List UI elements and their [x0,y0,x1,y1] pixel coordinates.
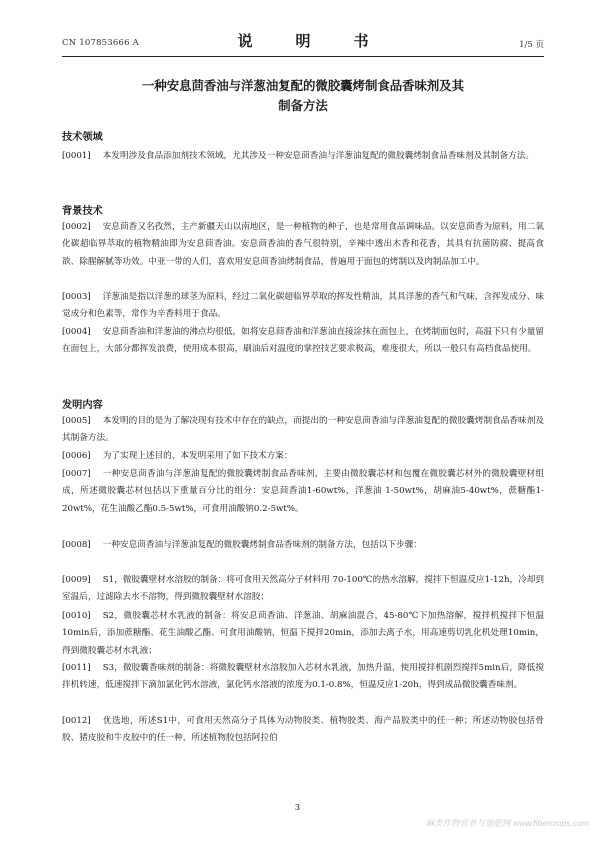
paragraph-text: 一种安息茴香油与洋葱油复配的微胶囊烤制食品香味剂的制备方法，包括以下步骤： [102,540,422,550]
paragraph-number: [0011] [62,663,91,673]
paragraph-number: [0012] [62,716,91,726]
invention-title-line-1: 一种安息茴香油与洋葱油复配的微胶囊烤制食品香味剂及其 [141,78,465,93]
page-number: 3 [294,803,301,813]
paragraph-0002 [62,219,544,271]
paragraph-0004 [62,324,544,359]
paragraph-0009 [62,572,544,607]
paragraph-number: [0005] [62,416,91,426]
invention-title-line-2: 制备方法 [278,98,328,113]
paragraph-0001 [62,148,544,165]
paragraph-text: 优选地，所述S1中，可食用天然高分子具体为动物胶类、植物胶类、海产品胶类中的任一种；所述动物胶包括骨胶、猪皮胶和牛皮胶中的任一种，所述植物胶包括阿拉伯 [62,716,544,744]
section-heading-background: 背景技术 [62,205,103,217]
paragraph-text: 洋葱油是指以洋葱的球茎为原料，经过二氧化碳超临界萃取的挥发性精油，其具洋葱的香气和气味，含挥发成分、味觉成分和色素等，常作为辛香料用于食品。 [62,292,544,320]
document-type-title: 说 明 书 [237,32,383,50]
paragraph-0005 [62,413,544,448]
paragraph-0011 [62,660,544,695]
invention-title [62,76,544,116]
paragraph-text: 安息茴香又名孜然，主产新疆天山以南地区，是一种植物的种子，也是常用食品调味品。以安息茴香为原料，用二氧化碳超临界萃取的植物精油即为安息茴香油。安息茴香油的香气很特别，辛辣中透出木香和花香，其具有抗菌防腐、提高食欲、除腥解腻等功效。中亚一带的人们，喜欢用安息茴香油烤制食品，普遍用于面包的烤制以及肉制品加工中。 [62,222,544,267]
paragraph-number: [0009] [62,575,91,585]
paragraph-0008 [62,537,544,554]
paragraph-number: [0002] [62,222,91,232]
watermark: 麻类作物营养与施肥网 www.fibercrops.com [425,818,589,828]
paragraph-0010 [62,608,544,660]
paragraph-text: 一种安息茴香油与洋葱油复配的微胶囊烤制食品香味剂，主要由微胶囊芯材和包覆在微胶囊芯材外的微胶囊壁材组成，所述微胶囊芯材包括以下重量百分比的组分：安息茴香油1-60wt%，洋葱油 1-50wt%，胡麻油5-40wt%，蔗糖酯1-20wt%，花生油酸乙酯0.5-5wt%，可食用油酸钠0.2-5wt%。 [62,469,544,514]
publication-number: CN 107853666 A [62,38,139,48]
paragraph-number: [0010] [62,611,91,621]
paragraph-text: 为了实现上述目的，本发明采用了如下技术方案： [102,451,293,461]
paragraph-text: S2，微胶囊芯材水乳液的制备：将安息茴香油、洋葱油、胡麻油混合，45-80℃下加热溶解，搅拌机搅拌下恒温10min后，添加蔗糖酯、花生油酸乙酯、可食用油酸钠，恒温下搅拌20min，添加去离子水，用高速剪切乳化机处理10min，得到微胶囊芯材水乳液； [62,611,544,656]
paragraph-text: 安息茴香油和洋葱油的沸点均很低，如将安息茴香油和洋葱油直接涂抹在面包上，在烤制面包时，高温下只有少量留在面包上，大部分都挥发浪费，使用成本很高，刷油后对温度的掌控技艺要求极高，难度很大，所以一般只有高档食品使用。 [62,327,544,355]
paragraph-0003 [62,289,544,324]
paragraph-0006 [62,448,544,465]
paragraph-0012 [62,713,544,748]
paragraph-number: [0006] [62,451,91,461]
paragraph-number: [0007] [62,469,91,479]
paragraph-number: [0004] [62,327,91,337]
page-header [62,28,544,54]
paragraph-text: 本发明的目的是为了解决现有技术中存在的缺点，而提出的一种安息茴香油与洋葱油复配的微胶囊烤制食品香味剂及其制备方法。 [62,416,544,444]
paragraph-text: S1，微胶囊壁材水溶胶的制备：将可食用天然高分子材料用 70-100℃的热水溶解，搅拌下恒温反应1-12h，冷却到室温后，过滤除去水不溶物，得到微胶囊壁材水溶胶； [62,575,545,603]
paragraph-text: 本发明涉及食品添加剂技术领域，尤其涉及一种安息茴香油与洋葱油复配的微胶囊烤制食品香味剂及其制备方法。 [102,151,534,161]
paragraph-number: [0003] [62,292,91,302]
paragraph-0007 [62,466,544,518]
paragraph-number: [0008] [62,540,91,550]
page-indicator: 1/5 页 [519,40,544,50]
header-rule [62,56,544,57]
section-heading-invention-content: 发明内容 [62,399,103,411]
section-heading-technical-field: 技术领域 [62,131,103,143]
paragraph-number: [0001] [62,151,91,161]
paragraph-text: S3，微胶囊香味剂的制备：将微胶囊壁材水溶胶加入芯材水乳液，加热升温，使用搅拌机剧烈搅拌5min后，降低搅拌机转速，低速搅拌下滴加氯化钙水溶液，氯化钙水溶液的浓度为0.1-0.8%，恒温反应1-20h，得到成品微胶囊香味剂。 [62,663,544,691]
